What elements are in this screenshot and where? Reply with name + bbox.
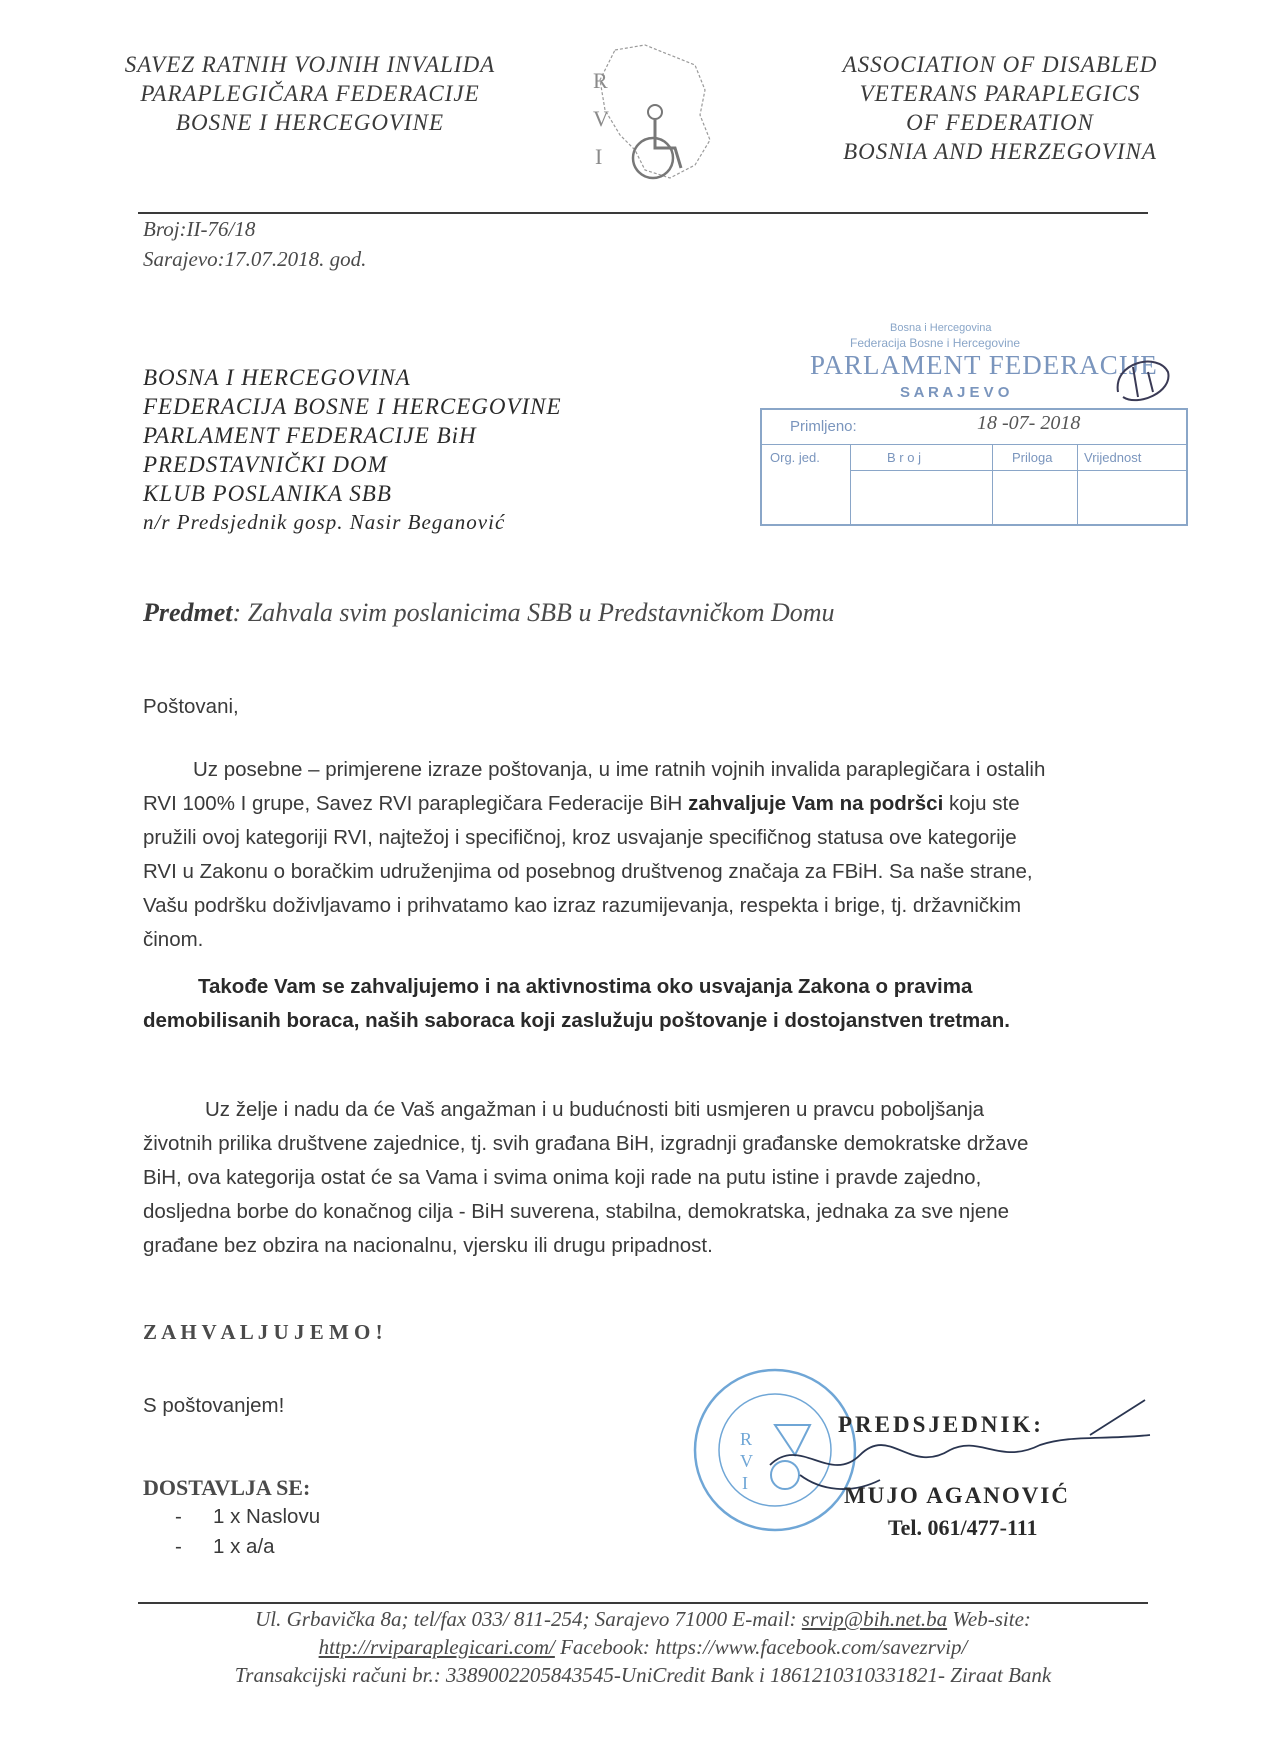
recipient-line: PARLAMENT FEDERACIJE BiH [143, 423, 477, 448]
svg-text:I: I [742, 1473, 748, 1493]
footer-text: Web-site: [947, 1607, 1031, 1631]
footer-line [143, 1633, 1143, 1661]
org-name-local [60, 50, 560, 137]
delivery-item-text: 1 x a/a [213, 1535, 275, 1558]
org-name-line: BOSNIA AND HERZEGOVINA [843, 139, 1157, 164]
paragraph-gratitude [143, 753, 1138, 957]
stamp-col-vrijednost: Vrijednost [1084, 450, 1142, 465]
stamp-col-org: Org. jed. [770, 450, 820, 465]
delivery-title: DOSTAVLJA SE: [143, 1475, 311, 1500]
stamp-col-priloga: Priloga [1012, 450, 1053, 465]
recipient-line: BOSNA I HERCEGOVINA [143, 365, 411, 390]
website-link[interactable]: http://rviparaplegicari.com/ [318, 1635, 555, 1659]
reference-number: Broj:II-76/18 [143, 217, 256, 241]
org-name-line: BOSNE I HERCEGOVINE [175, 110, 445, 135]
subject-label: Predmet [143, 598, 233, 627]
header-divider [138, 212, 1148, 214]
paragraph-line: dosljedna borbe do konačnog cilja - BiH suverena, stabilna, demokratska, jednaka za sve njene [143, 1200, 1010, 1223]
signature-role: PREDSJEDNIK: [838, 1412, 1044, 1437]
signature-phone: Tel. 061/477-111 [888, 1515, 1038, 1540]
received-stamp [760, 322, 1190, 527]
delivery-list [175, 1502, 320, 1562]
paragraph-line: pružili ovoj kategoriji RVI, najtežoj i specifičnoj, kroz usvajanje specifičnog statusa ove kategorije [143, 826, 1017, 849]
paragraph-line: demobilisanih boraca, naših saboraca koji zaslužuju poštovanje i dostojanstven tretman. [143, 1009, 1010, 1032]
paragraph-line: BiH, ova kategorija ostat će sa Vama i svima onima koji rade na putu istine i pravde zajedno, [143, 1166, 982, 1189]
stamp-top-small-2: Federacija Bosne i Hercegovine [850, 336, 1021, 350]
paragraph-line: činom. [143, 928, 204, 951]
footer-contacts [143, 1605, 1143, 1689]
recipient-line: PREDSTAVNIČKI DOM [143, 452, 388, 477]
stamp-received-date: 18 -07- 2018 [977, 412, 1081, 434]
stamp-city: S A R A J E V O [900, 384, 1010, 401]
email-link[interactable]: srvip@bih.net.ba [801, 1607, 948, 1631]
text-run: RVI 100% I grupe, Savez RVI paraplegičara Federacije BiH [143, 792, 689, 815]
footer-text: Facebook: https://www.facebook.com/savezrvip/ [554, 1635, 968, 1659]
org-name-english [780, 50, 1220, 166]
stamp-title: PARLAMENT FEDERACIJE [810, 350, 1158, 380]
paragraph-line: Uz želje i nadu da će Vaš angažman i u budućnosti biti usmjeren u pravcu poboljšanja [205, 1098, 985, 1121]
logo-letter-v: V [593, 106, 609, 131]
org-name-line: SAVEZ RATNIH VOJNIH INVALIDA [124, 52, 496, 77]
text-run-bold: zahvaljuje Vam na podršci [688, 792, 944, 815]
paragraph-wishes [143, 1093, 1138, 1263]
recipient-line: n/r Predsjednik gosp. Nasir Beganović [143, 510, 506, 534]
footer-line: Transakcijski računi br.: 3389002205843545-UniCredit Bank i 1861210310331821- Ziraat Bank [234, 1663, 1052, 1687]
logo-letter-i: I [595, 144, 603, 169]
closing-regards: S poštovanjem! [143, 1394, 285, 1417]
map-wheelchair-icon [575, 40, 725, 185]
signature-name: MUJO AGANOVIĆ [844, 1483, 1070, 1508]
recipient-block [143, 363, 562, 537]
delivery-item: - 1 x Naslovu [175, 1505, 321, 1528]
org-name-line: ASSOCIATION OF DISABLED [842, 52, 1158, 77]
org-name-line: PARAPLEGIČARA FEDERACIJE [140, 81, 480, 106]
delivery-item: - 1 x a/a [175, 1535, 275, 1558]
org-name-line: OF FEDERATION [906, 110, 1094, 135]
paragraph-line: Uz posebne – primjerene izraze poštovanja, u ime ratnih vojnih invalida paraplegičara i ostalih [193, 758, 1046, 781]
paragraph-line: RVI u Zakonu o boračkim udruženjima od posebnog društvenog značaja za FBiH. Sa naše strane, [143, 860, 1033, 883]
paragraph-line: Vašu podršku doživljavamo i prihvatamo kao izraz razumijevanja, respekta i brige, tj. državničkim [143, 894, 1022, 917]
paragraph-line: životnih prilika društvene zajednice, tj. svih građana BiH, izgradnji građanske demokratske države [143, 1132, 1029, 1155]
subject-text: : Zahvala svim poslanicima SBB u Predstavničkom Domu [232, 598, 835, 627]
handwritten-mark-icon [1108, 352, 1178, 412]
paragraph-line: građane bez obzira na nacionalnu, vjersku ili drugu pripadnost. [143, 1234, 713, 1257]
organization-logo [575, 40, 725, 185]
subject-line [143, 598, 835, 628]
stamp-table [760, 408, 1188, 526]
org-name-line: VETERANS PARAPLEGICS [859, 81, 1141, 106]
stamp-col-broj: B r o j [887, 450, 921, 465]
salutation: Poštovani, [143, 695, 239, 718]
paragraph-line [143, 787, 1138, 821]
recipient-line: FEDERACIJA BOSNE I HERCEGOVINE [143, 394, 562, 419]
footer-text: Ul. Grbavička 8a; tel/fax 033/ 811-254; Sarajevo 71000 E-mail: [255, 1607, 802, 1631]
svg-text:V: V [740, 1451, 753, 1471]
text-run: koju ste [943, 792, 1020, 815]
closing-thanks: Z A H V A L J U J E M O ! [143, 1320, 383, 1344]
delivery-item-text: 1 x Naslovu [213, 1505, 321, 1528]
footer-line [143, 1605, 1143, 1633]
stamp-top-small: Bosna i Hercegovina [890, 322, 992, 334]
stamp-received-label: Primljeno: [790, 418, 857, 435]
recipient-line: KLUB POSLANIKA SBB [143, 481, 392, 506]
reference-date: Sarajevo:17.07.2018. god. [143, 247, 367, 271]
svg-text:R: R [740, 1429, 753, 1449]
logo-letter-r: R [593, 68, 608, 93]
paragraph-line: Takođe Vam se zahvaljujemo i na aktivnostima oko usvajanja Zakona o pravima [198, 975, 973, 998]
paragraph-additional-thanks [143, 970, 1138, 1038]
footer-divider [138, 1602, 1148, 1604]
